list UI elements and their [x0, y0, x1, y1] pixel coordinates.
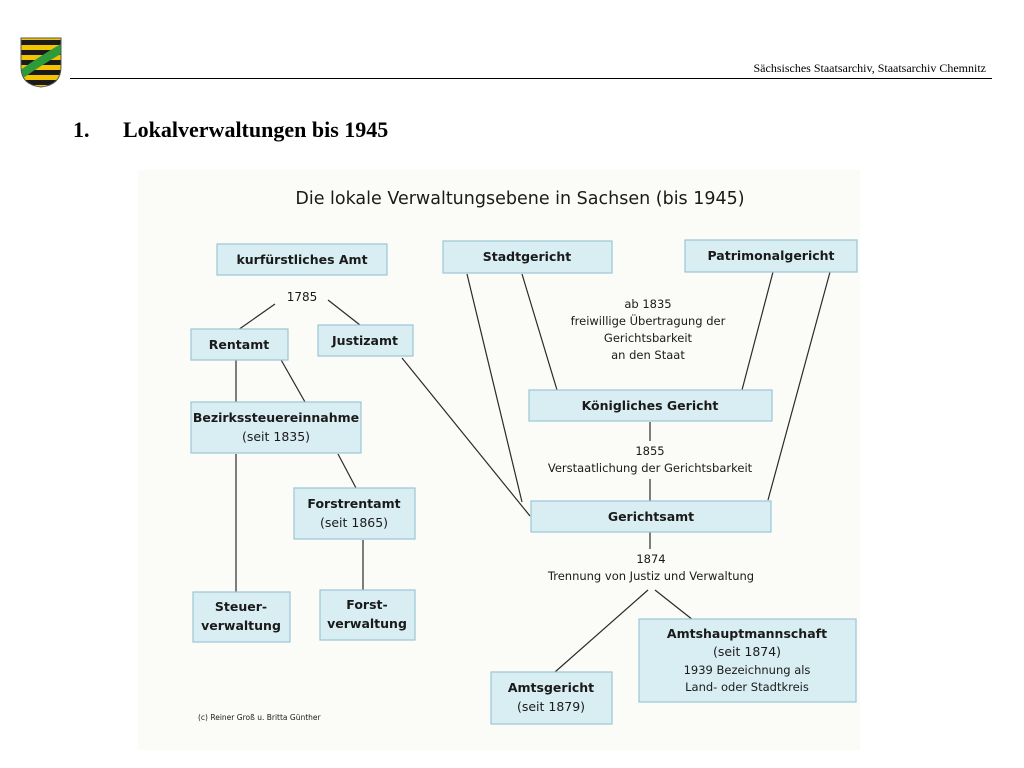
- svg-text:Justizamt: Justizamt: [332, 333, 398, 348]
- svg-text:Forstrentamt: Forstrentamt: [307, 496, 401, 511]
- line-patrimonial-gerichtsamt: [768, 272, 830, 500]
- box-patrimonialgericht: [685, 240, 857, 272]
- svg-text:Amtsgericht: Amtsgericht: [507, 680, 595, 695]
- line-stadtgericht-gerichtsamt: [467, 274, 522, 502]
- line-1874-amtsgericht: [555, 590, 648, 672]
- svg-text:(seit 1874): (seit 1874): [712, 644, 782, 659]
- box-justizamt: [318, 325, 413, 356]
- svg-text:Patrimonalgericht: Patrimonalgericht: [707, 248, 835, 263]
- diagram-title: Die lokale Verwaltungsebene in Sachsen (bis 1945): [295, 189, 745, 209]
- annotation-1785: [287, 290, 318, 304]
- svg-text:Gerichtsamt: Gerichtsamt: [607, 509, 695, 524]
- svg-text:1855: 1855: [635, 444, 665, 458]
- diagram-credit: (c) Reiner Groß u. Britta Günther: [198, 713, 321, 722]
- box-steuerverwaltung: [193, 592, 290, 642]
- svg-text:kurfürstliches Amt: kurfürstliches Amt: [236, 252, 368, 267]
- svg-text:an den Staat: an den Staat: [611, 348, 685, 362]
- box-stadtgericht: [443, 241, 612, 273]
- svg-text:(seit 1879): (seit 1879): [516, 699, 586, 714]
- svg-text:Stadtgericht: Stadtgericht: [482, 249, 572, 264]
- line-patrimonial-koeniglich: [742, 272, 773, 390]
- box-amtsgericht: [491, 672, 612, 724]
- annotation-1874: [547, 552, 754, 583]
- line-bezirk-forstrentamt: [338, 454, 356, 488]
- archive-name: Sächsisches Staatsarchiv, Staatsarchiv Chemnitz: [753, 61, 986, 75]
- svg-text:verwaltung: verwaltung: [201, 618, 281, 633]
- line-1874-amtshauptmannschaft: [655, 590, 693, 620]
- box-kurfuerstliches-amt: [217, 244, 387, 275]
- svg-text:1939 Bezeichnung als: 1939 Bezeichnung als: [683, 663, 811, 677]
- box-forstrentamt: [294, 488, 415, 539]
- svg-text:Gerichtsbarkeit: Gerichtsbarkeit: [603, 331, 693, 345]
- svg-text:Forst-: Forst-: [346, 597, 388, 612]
- annotation-1835: [571, 297, 726, 362]
- svg-text:verwaltung: verwaltung: [327, 616, 407, 631]
- box-forstverwaltung: [320, 590, 415, 640]
- box-bezirkssteuereinnahme: [191, 402, 361, 453]
- box-koenigliches-gericht: [529, 390, 772, 421]
- line-stadtgericht-koeniglich: [522, 274, 557, 390]
- box-gerichtsamt: [531, 501, 771, 532]
- annotation-1855: [548, 444, 753, 475]
- svg-text:1874: 1874: [636, 552, 666, 566]
- svg-text:(seit 1835): (seit 1835): [241, 429, 311, 444]
- box-rentamt: [191, 329, 288, 360]
- svg-text:(seit 1865): (seit 1865): [319, 515, 389, 530]
- svg-text:freiwillige Übertragung der: freiwillige Übertragung der: [570, 314, 726, 328]
- svg-text:1785: 1785: [286, 290, 318, 304]
- svg-text:Königliches Gericht: Königliches Gericht: [581, 398, 719, 413]
- line-1785-rentamt: [238, 304, 275, 330]
- svg-text:ab 1835: ab 1835: [624, 297, 672, 311]
- slide-number: 1.: [73, 117, 90, 142]
- line-rentamt-forstrentamt: [280, 358, 305, 402]
- svg-text:Verstaatlichung der Gerichtsba: Verstaatlichung der Gerichtsbarkeit: [547, 461, 753, 475]
- svg-text:Land- oder Stadtkreis: Land- oder Stadtkreis: [685, 680, 809, 694]
- box-amtshauptmannschaft: [639, 619, 856, 702]
- svg-text:Trennung von Justiz und Verwal: Trennung von Justiz und Verwaltung: [547, 569, 755, 583]
- svg-text:Bezirkssteuereinnahme: Bezirkssteuereinnahme: [192, 410, 360, 425]
- svg-text:Steuer-: Steuer-: [214, 599, 268, 614]
- line-1785-justizamt: [328, 300, 360, 325]
- line-justizamt-gerichtsamt: [402, 358, 530, 516]
- svg-text:Rentamt: Rentamt: [208, 337, 270, 352]
- svg-text:Amtshauptmannschaft: Amtshauptmannschaft: [666, 626, 828, 641]
- slide-title-text: Lokalverwaltungen bis 1945: [123, 117, 389, 142]
